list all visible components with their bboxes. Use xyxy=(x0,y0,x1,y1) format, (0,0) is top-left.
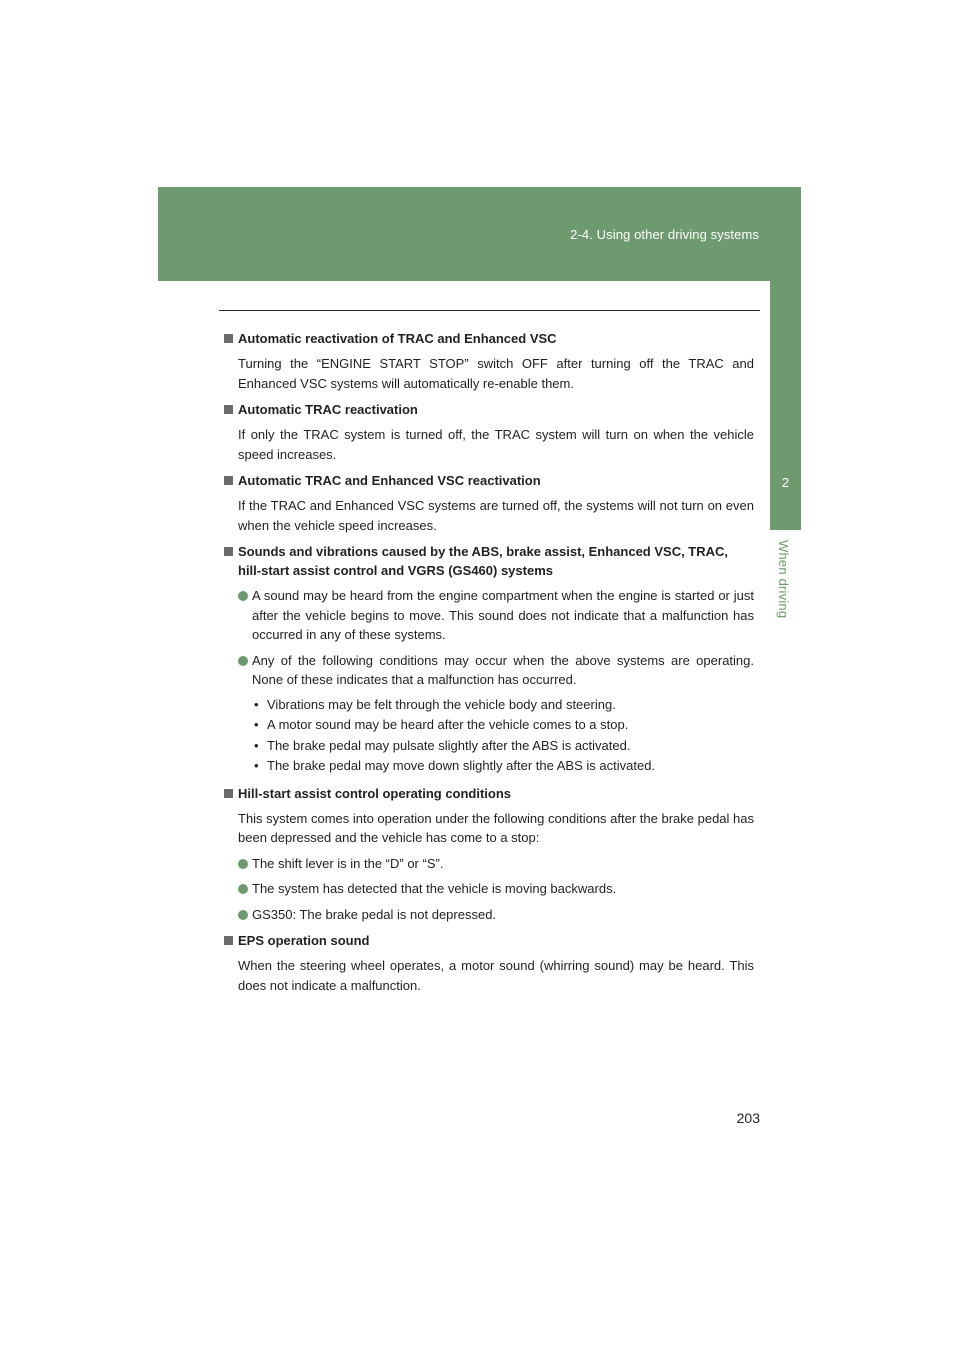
dot-icon: • xyxy=(254,696,259,712)
section-heading: Hill-start assist control operating conditions xyxy=(224,784,754,803)
list-item: • The brake pedal may move down slightly after the ABS is activated. xyxy=(252,756,754,777)
section-text: This system comes into operation under the following conditions after the brake pedal has been depressed and the vehicle has come to a stop: xyxy=(238,810,754,845)
list-item: • Vibrations may be felt through the vehicle body and steering. xyxy=(252,695,754,716)
square-icon xyxy=(224,476,233,485)
section-heading: Sounds and vibrations caused by the ABS, brake assist, Enhanced VSC, TRAC, hill-start assist control and VGRS (GS460) systems xyxy=(224,542,754,580)
list-item: GS350: The brake pedal is not depressed. xyxy=(224,905,754,925)
section-text: If only the TRAC system is turned off, the TRAC system will turn on when the vehicle speed increases. xyxy=(238,427,754,462)
section-hill-start-assist xyxy=(224,784,754,925)
circle-bullet-icon xyxy=(238,884,248,894)
dot-icon: • xyxy=(254,758,259,773)
page-number: 203 xyxy=(736,1110,760,1126)
section-trac-reactivation xyxy=(224,400,754,464)
square-icon xyxy=(224,547,233,556)
dot-icon: • xyxy=(254,737,259,753)
square-icon xyxy=(224,789,233,798)
section-text: Turning the “ENGINE START STOP” switch OFF after turning off the TRAC and Enhanced VSC systems will automatically re-enable them. xyxy=(238,356,754,391)
side-tab xyxy=(770,281,801,530)
list-item: The system has detected that the vehicle is moving backwards. xyxy=(224,879,754,899)
chapter-label: When driving xyxy=(776,540,791,619)
section-heading: Automatic TRAC reactivation xyxy=(224,400,754,419)
section-text: When the steering wheel operates, a motor sound (whirring sound) may be heard. This does not indicate a malfunction. xyxy=(238,958,754,993)
square-icon xyxy=(224,334,233,343)
section-trac-vsc-reactivation xyxy=(224,329,754,393)
section-trac-vsc-auto-reactivation xyxy=(224,471,754,535)
circle-bullet-icon xyxy=(238,859,248,869)
list-item: • The brake pedal may pulsate slightly after the ABS is activated. xyxy=(252,736,754,757)
square-icon xyxy=(224,405,233,414)
circle-bullet-icon xyxy=(238,656,248,666)
condition-list xyxy=(224,695,754,777)
page-content xyxy=(224,329,754,1002)
circle-bullet-icon xyxy=(238,910,248,920)
list-item: • A motor sound may be heard after the vehicle comes to a stop. xyxy=(252,715,754,736)
list-item: The shift lever is in the “D” or “S”. xyxy=(224,854,754,874)
list-item: Any of the following conditions may occur when the above systems are operating. None of these indicates that a malfunction has occurred. xyxy=(224,651,754,690)
section-heading: EPS operation sound xyxy=(224,931,754,950)
list-item: A sound may be heard from the engine compartment when the engine is started or just after the vehicle begins to move. This sound does not indicate that a malfunction has occurred in any of these systems. xyxy=(224,586,754,645)
header-band xyxy=(158,187,801,281)
chapter-title: 2-4. Using other driving systems xyxy=(570,227,759,242)
circle-bullet-icon xyxy=(238,591,248,601)
section-sounds-vibrations xyxy=(224,542,754,777)
section-text: If the TRAC and Enhanced VSC systems are turned off, the systems will not turn on even when the vehicle speed increases. xyxy=(238,498,754,533)
square-icon xyxy=(224,936,233,945)
section-heading: Automatic reactivation of TRAC and Enhanced VSC xyxy=(224,329,754,348)
header-rule xyxy=(219,310,760,311)
chapter-number: 2 xyxy=(781,475,790,490)
section-heading: Automatic TRAC and Enhanced VSC reactivation xyxy=(224,471,754,490)
dot-icon: • xyxy=(254,717,259,732)
section-eps-sound xyxy=(224,931,754,995)
